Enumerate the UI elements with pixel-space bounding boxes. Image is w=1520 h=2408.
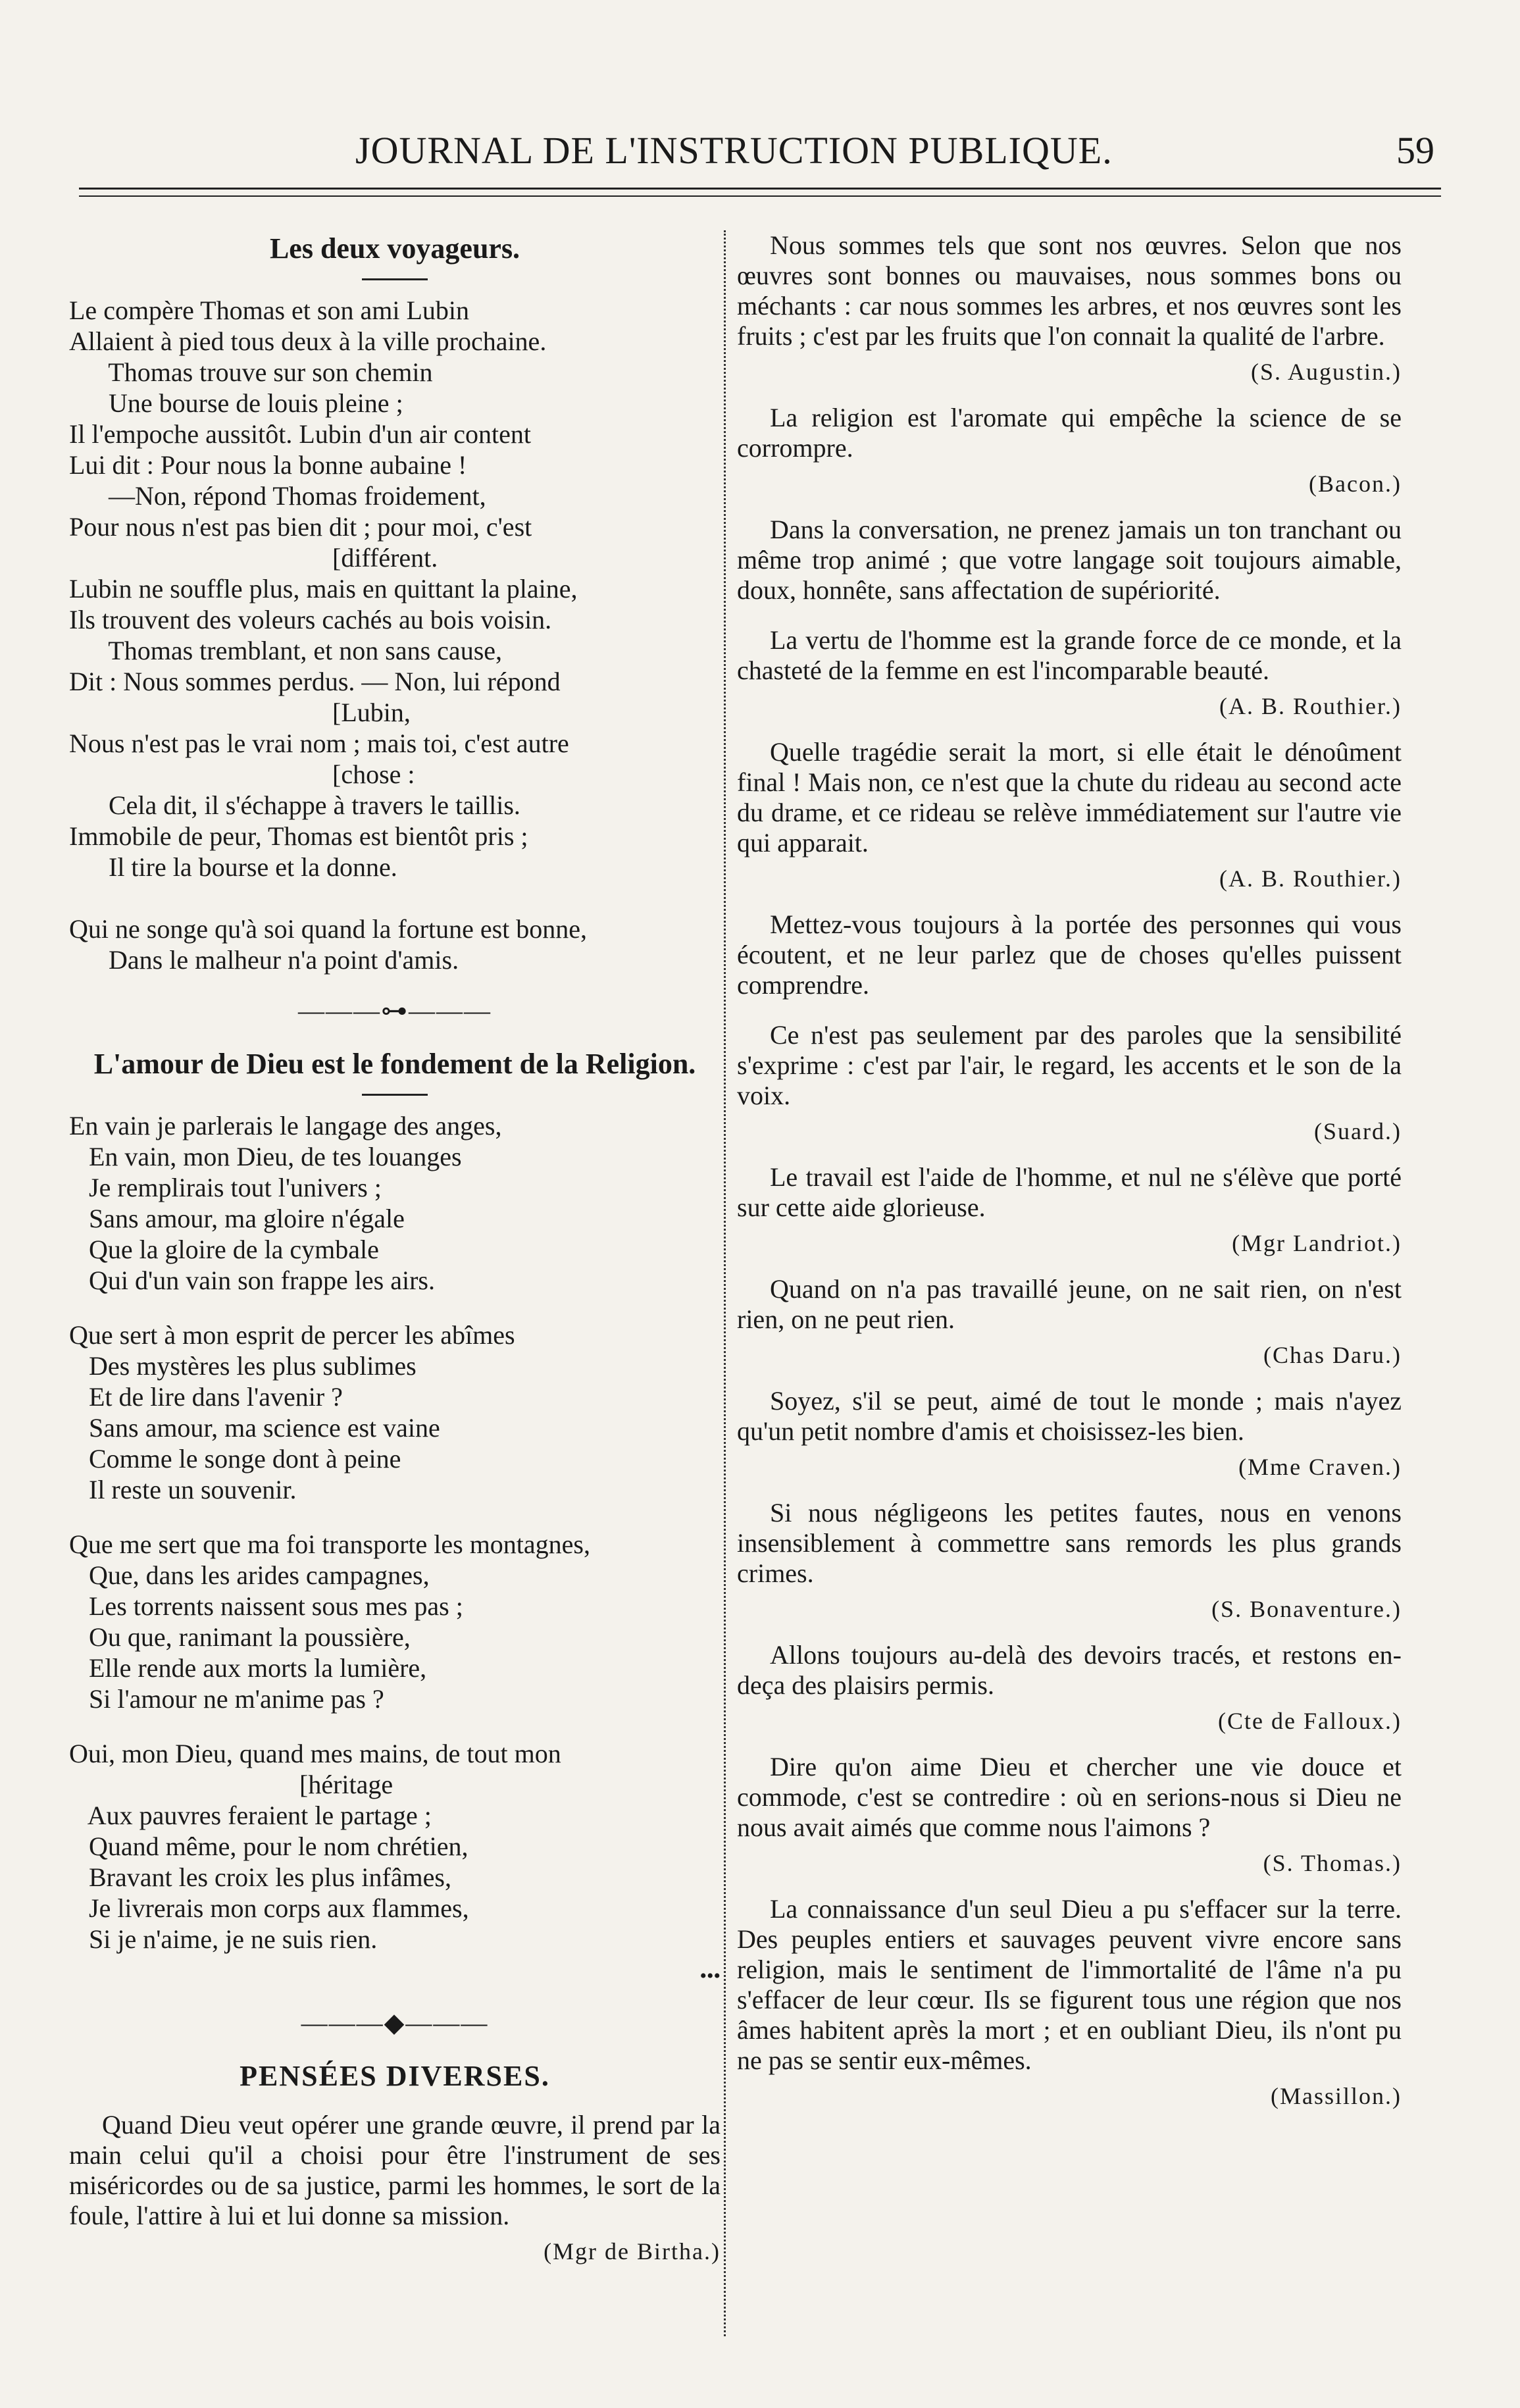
quote-block [737,515,1402,605]
quote-block [737,1752,1402,1877]
quote-author: (Suard.) [1314,1118,1402,1144]
verse-line: Je livrerais mon corps aux flammes, [69,1893,469,1923]
quote-author: (Massillon.) [1271,2083,1402,2109]
quote-block [737,1386,1402,1481]
quote-author: (A. B. Routhier.) [1219,693,1402,719]
verse-line: Sans amour, ma science est vaine [69,1413,440,1443]
verse-line: Que la gloire de la cymbale [69,1235,379,1264]
verse-line: Que, dans les arides campagnes, [69,1560,430,1590]
page-header [92,128,1434,188]
verse-line: [héritage [69,1770,393,1799]
stanza [69,1738,721,1955]
verse-line: Ils trouvent des voleurs cachés au bois voisin. [69,605,552,634]
verse-line: [Lubin, [69,698,411,727]
left-column [69,230,721,2282]
verse-line: Oui, mon Dieu, quand mes mains, de tout mon [69,1739,561,1768]
quote-author: (S. Thomas.) [1263,1850,1402,1876]
verse-line: Aux pauvres feraient le partage ; [69,1801,432,1830]
verse-line: Que sert à mon esprit de percer les abîmes [69,1320,515,1350]
verse-line: Une bourse de louis pleine ; [69,388,403,418]
verse-line: En vain, mon Dieu, de tes louanges [69,1142,462,1171]
verse-line: Si je n'aime, je ne suis rien. [69,1924,378,1954]
verse-line: Comme le songe dont à peine [69,1444,401,1473]
quote-author: (Cte de Falloux.) [1218,1708,1402,1734]
poem1-title: Les deux voyageurs. [269,232,520,265]
verse-line: Immobile de peur, Thomas est bientôt pris ; [69,821,528,851]
right-column [737,230,1402,2127]
verse-line: Nous n'est pas le vrai nom ; mais toi, c'est autre [69,729,569,758]
quote-text: La religion est l'aromate qui empêche la science de se corrompre. [737,403,1402,463]
quote-block [737,909,1402,1000]
verse-line: Cela dit, il s'échappe à travers le taillis. [69,790,520,820]
header-rule [79,188,1441,190]
verse-line: Allaient à pied tous deux à la ville prochaine. [69,326,547,356]
quote-text: Ce n'est pas seulement par des paroles que la sensibilité s'exprime : c'est par l'air, le regard, les accents et le son de la voix. [737,1020,1402,1110]
quote-author: (Mme Craven.) [1238,1454,1402,1480]
quote-text: Quelle tragédie serait la mort, si elle était le dénoûment final ! Mais non, ce n'est que la chute du rideau au second acte du drame, et ce rideau se relève immédiatement sur l'autre vie qui apparait. [737,737,1402,858]
verse-line: Sans amour, ma gloire n'égale [69,1204,405,1233]
quote-text: Soyez, s'il se peut, aimé de tout le monde ; mais n'ayez qu'un petit nombre d'amis et choisissez-les bien. [737,1386,1402,1446]
quote-block [737,1020,1402,1145]
quote-block [737,230,1402,386]
title-rule [362,278,428,280]
quote-block [737,1162,1402,1257]
quote-block [737,403,1402,498]
quote-block [737,737,1402,892]
ornament-divider: ———⊶——— [298,996,492,1025]
verse-line: —Non, répond Thomas froidement, [69,481,486,511]
verse-line: Je remplirais tout l'univers ; [69,1173,382,1202]
quote-text: La connaissance d'un seul Dieu a pu s'effacer sur la terre. Des peuples entiers et sauvages peuvent vivre encore sans religion, mais le sentiment de l'immortalité de l'âme n'a pu s'effacer de leur cœur. Ils se figurent tous une région que nos âmes habitent après la mort ; et en oubliant Dieu, ils n'ont pu ne pas se sentir eux-mêmes. [737,1894,1402,2075]
verse-line: Bravant les croix les plus infâmes, [69,1862,451,1892]
quote-author: (Bacon.) [1309,471,1402,497]
verse-line: Pour nous n'est pas bien dit ; pour moi, c'est [69,512,532,542]
quote-text: Dire qu'on aime Dieu et chercher une vie douce et commode, c'est se contredire : où en serions-nous si Dieu ne nous avait aimés que comme nous l'aimons ? [737,1752,1402,1842]
title-rule [362,1094,428,1096]
end-stars: ••• [699,1965,721,1987]
verse-line: Que me sert que ma foi transporte les montagnes, [69,1529,590,1559]
quote-text: Quand on n'a pas travaillé jeune, on ne sait rien, on n'est rien, on ne peut rien. [737,1274,1402,1334]
quote-block [737,1640,1402,1735]
quote-text: Mettez-vous toujours à la portée des personnes qui vous écoutent, et ne leur parlez que de choses qu'elles puissent comprendre. [737,909,1402,1000]
verse-line: Ou que, ranimant la poussière, [69,1622,411,1652]
verse-line: En vain je parlerais le langage des anges, [69,1111,502,1140]
quote-text: Nous sommes tels que sont nos œuvres. Selon que nos œuvres sont bonnes ou mauvaises, nous sommes bons ou méchants : car nous sommes les arbres, et nos œuvres sont les fruits ; c'est par les fruits que l'on connait la qualité de l'arbre. [737,230,1402,351]
verse-line: Il reste un souvenir. [69,1475,297,1504]
quote-text: Allons toujours au-delà des devoirs tracés, et restons en-deça des plaisirs permis. [737,1640,1402,1700]
verse-line: Thomas trouve sur son chemin [69,357,433,387]
verse-line: Les torrents naissent sous mes pas ; [69,1591,463,1621]
quote-block [737,625,1402,720]
verse-line: Il tire la bourse et la donne. [69,852,397,882]
verse-line: Et de lire dans l'avenir ? [69,1382,343,1412]
quote-text: Dans la conversation, ne prenez jamais un ton tranchant ou même trop animé ; que votre langage soit toujours aimable, doux, honnête, sans affectation de supériorité. [737,515,1402,605]
stanza [69,1319,721,1505]
header-rule-thin [79,195,1441,197]
page-number: 59 [1396,129,1434,172]
quote-author: (A. B. Routhier.) [1219,865,1402,892]
verse-line: Dit : Nous sommes perdus. — Non, lui répond [69,667,561,696]
column-divider [724,230,726,2336]
pensee-first-text: Quand Dieu veut opérer une grande œuvre, il prend par la main celui qu'il a choisi pour être l'instrument de ses miséricordes ou de sa justice, parmi les hommes, le sort de la foule, l'attire à lui et lui donne sa mission. [69,2110,721,2230]
quote-block [737,1498,1402,1623]
quote-author: (Chas Daru.) [1263,1342,1402,1368]
verse-line: Dans le malheur n'a point d'amis. [69,945,459,975]
verse-line: Qui ne songe qu'à soi quand la fortune est bonne, [69,914,588,944]
verse-line: [chose : [69,759,415,789]
quote-text: Si nous négligeons les petites fautes, nous en venons insensiblement à commettre sans remords les plus grands crimes. [737,1498,1402,1588]
verse-line: [différent. [69,543,438,573]
verse-line: Qui d'un vain son frappe les airs. [69,1266,435,1295]
verse-line: Elle rende aux morts la lumière, [69,1653,427,1683]
journal-title: JOURNAL DE L'INSTRUCTION PUBLIQUE. [355,129,1113,172]
stanza [69,1110,721,1296]
pensee-first-author: (Mgr de Birtha.) [544,2238,721,2265]
stanza [69,1529,721,1714]
verse-line: Thomas tremblant, et non sans cause, [69,636,503,665]
ornament-divider: ———◆——— [301,2008,489,2037]
verse-line: Quand même, pour le nom chrétien, [69,1832,469,1861]
verse-line [69,883,721,913]
quote-author: (S. Bonaventure.) [1211,1596,1402,1622]
verse-line: Lubin ne souffle plus, mais en quittant la plaine, [69,574,578,603]
verse-line: Si l'amour ne m'anime pas ? [69,1684,384,1714]
quote-block [737,1894,1402,2110]
poem1-verse [69,295,721,975]
pensees-title: PENSÉES DIVERSES. [240,2060,550,2092]
verse-line: Le compère Thomas et son ami Lubin [69,295,469,325]
quote-text: La vertu de l'homme est la grande force de ce monde, et la chasteté de la femme en est l'incomparable beauté. [737,625,1402,685]
quote-block [737,1274,1402,1369]
verse-line: Il l'empoche aussitôt. Lubin d'un air content [69,419,532,449]
quote-text: Le travail est l'aide de l'homme, et nul ne s'élève que porté sur cette aide glorieuse. [737,1162,1402,1222]
verse-line: Des mystères les plus sublimes [69,1351,417,1381]
quote-author: (Mgr Landriot.) [1232,1230,1402,1256]
verse-line: Lui dit : Pour nous la bonne aubaine ! [69,450,467,480]
quote-author: (S. Augustin.) [1250,359,1402,385]
poem2-verse [69,1110,721,1955]
poem2-title: L'amour de Dieu est le fondement de la Religion. [93,1048,696,1080]
